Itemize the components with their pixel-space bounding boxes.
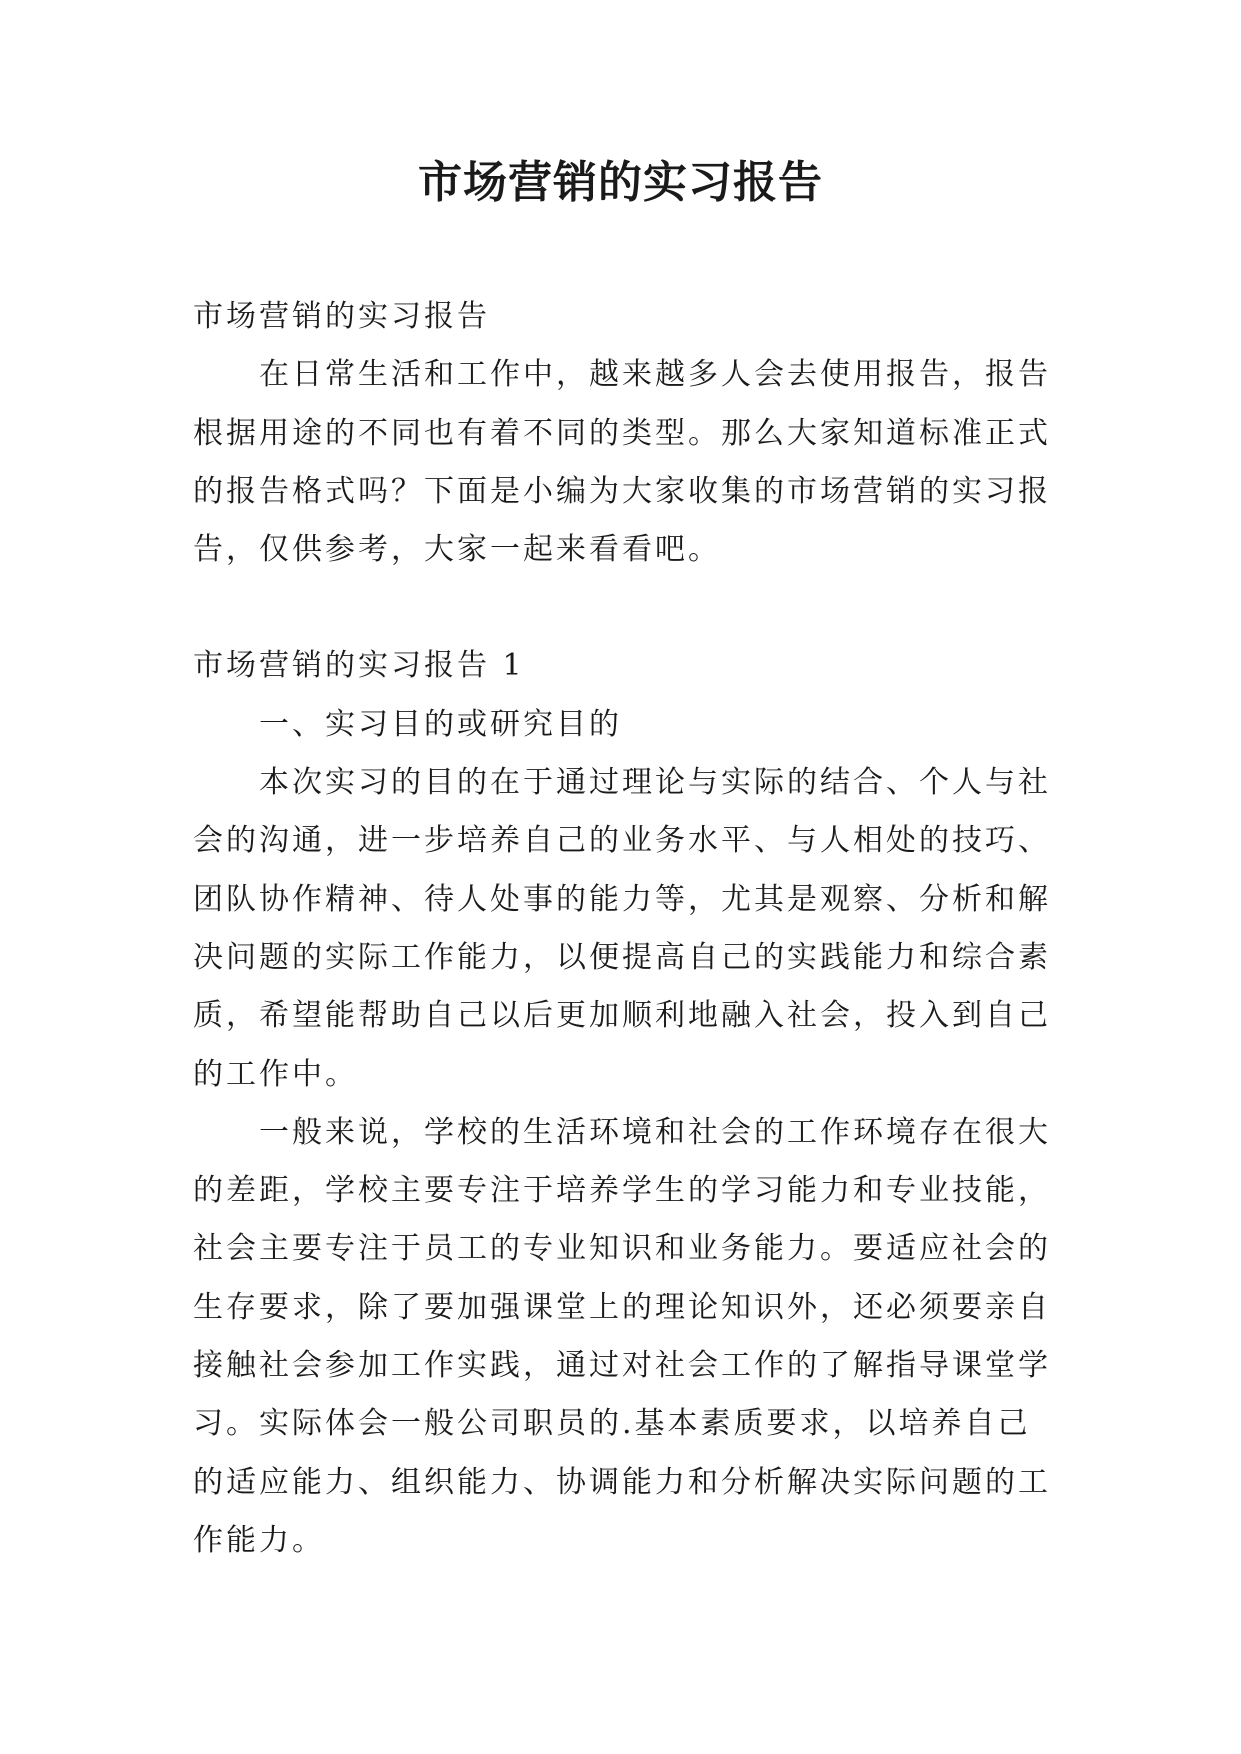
section-title: 市场营销的实习报告 1 bbox=[193, 648, 525, 684]
intro-paragraph: 在日常生活和工作中，越来越多人会去使用报告，报告根据用途的不同也有着不同的类型。那么大家知道标准正式的报告格式吗？下面是小编为大家收集的市场营销的实习报告，仅供参考，大家一起来看看吧。 bbox=[193, 357, 1051, 568]
section-spacer bbox=[193, 579, 1055, 637]
paragraph-purpose: 本次实习的目的在于通过理论与实际的结合、个人与社会的沟通，进一步培养自己的业务水平、与人相处的技巧、团队协作精神、待人处事的能力等，尤其是观察、分析和解决问题的实际工作能力，以便提高自己的实践能力和综合素质，希望能帮助自己以后更加顺利地融入社会，投入到自己的工作中。 bbox=[193, 765, 1051, 1092]
document-title: 市场营销的实习报告 bbox=[418, 157, 823, 208]
intro-heading: 市场营销的实习报告 bbox=[193, 299, 490, 334]
subsection-title: 一、实习目的或研究目的 bbox=[259, 706, 622, 742]
document-body bbox=[193, 288, 1055, 1570]
paragraph-environment: 一般来说，学校的生活环境和社会的工作环境存在很大的差距，学校主要专注于培养学生的学习能力和专业技能，社会主要专注于员工的专业知识和业务能力。要适应社会的生存要求，除了要加强课堂上的理论知识外，还必须要亲自接触社会参加工作实践，通过对社会工作的了解指导课堂学习。实际体会一般公司职员的.基本素质要求，以培养自己的适应能力、组织能力、协调能力和分析解决实际问题的工作能力。 bbox=[193, 1114, 1051, 1558]
